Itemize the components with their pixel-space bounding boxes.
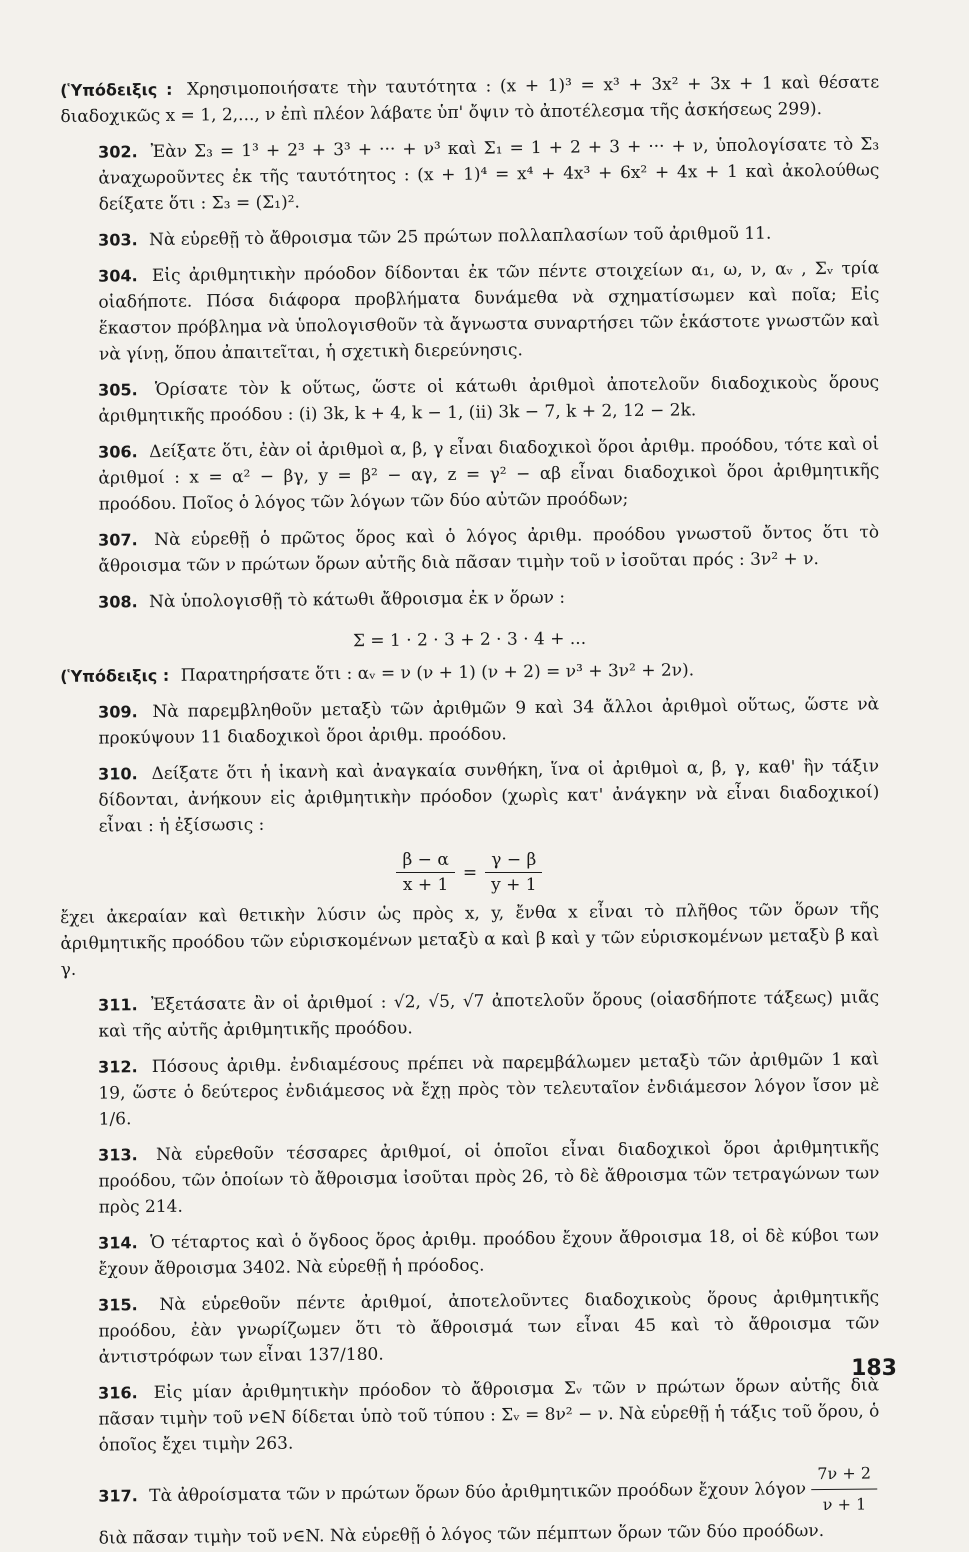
right-fraction — [485, 850, 542, 895]
exercise-303 — [60, 219, 879, 254]
fraction-equation — [60, 850, 879, 895]
right-numerator: γ − β — [485, 850, 542, 873]
exercise-316 — [60, 1372, 880, 1459]
hint-label: (Ὑπόδειξις : — [60, 665, 170, 686]
exercise-text: Νὰ ὑπολογισθῇ τὸ κάτωθι ἄθροισμα ἐκ ν ὅρων : — [148, 587, 566, 613]
exercise-text: Δείξατε ὅτι ἡ ἱκανὴ καὶ ἀναγκαία συνθήκη, ἵνα οἱ ἀριθμοὶ α, β, γ, καθ' ἣν τάξιν δίδονται, ἀνήκουν εἰς ἀριθμητικὴν πρόοδον (χωρὶς κατ' ἀνάγκην νὰ εἶναι διαδοχικοί) εἶναι : ἡ ἐξίσωσις : — [98, 756, 880, 837]
ratio-numerator: 7ν + 2 — [811, 1460, 877, 1490]
exercise-text-continued: διὰ πᾶσαν τιμὴν τοῦ ν∈N. Νὰ εὑρεθῇ ὁ λόγος τῶν πέμπτων ὅρων τῶν δύο προόδων. — [98, 1521, 825, 1549]
exercise-313 — [60, 1134, 880, 1221]
exercise-number: 315. — [98, 1295, 138, 1315]
exercise-306 — [60, 431, 880, 518]
exercise-text: Νὰ παρεμβληθοῦν μεταξὺ τῶν ἀριθμῶν 9 καὶ 34 ἄλλοι ἀριθμοὶ οὕτως, ὥστε νὰ προκύψουν 11 διαδοχικοὶ ὅροι ἀριθμ. προόδου. — [98, 694, 880, 749]
equals-sign: = — [462, 862, 478, 883]
exercise-text: Νὰ εὑρεθῇ τὸ ἄθροισμα τῶν 25 πρώτων πολλαπλασίων τοῦ ἀριθμοῦ 11. — [148, 223, 772, 251]
page-number: 183 — [851, 1356, 897, 1381]
exercise-307 — [60, 519, 879, 580]
exercise-305 — [60, 369, 879, 430]
exercise-315 — [60, 1284, 880, 1371]
ratio-fraction — [811, 1460, 877, 1518]
exercise-number: 314. — [98, 1233, 138, 1253]
exercise-314 — [60, 1222, 879, 1283]
exercise-number: 308. — [98, 592, 138, 612]
hint-308 — [60, 655, 879, 690]
exercise-text: Νὰ εὑρεθοῦν πέντε ἀριθμοί, ἀποτελοῦντες διαδοχικοὺς ὅρους ἀριθμητικῆς προόδου, ἐὰν γνωρίζωμεν ὅτι τὸ ἄθροισμά των εἶναι 45 καὶ τὸ ἄθροισμα τῶν ἀντιστρόφων των εἶναι 137/180. — [98, 1287, 880, 1368]
exercise-number: 316. — [98, 1383, 138, 1403]
right-denominator: y + 1 — [491, 875, 537, 895]
exercise-304 — [60, 255, 880, 368]
exercise-text: Εἰς μίαν ἀριθμητικὴν πρόοδον τὸ ἄθροισμα Σᵥ τῶν ν πρώτων ὅρων αὐτῆς διὰ πᾶσαν τιμὴν τοῦ ν∈N δίδεται ὑπὸ τοῦ τύπου : Σᵥ = 8ν² − ν. Νὰ εὑρεθῇ ἡ τάξις τοῦ ὅρου, ὁ ὁποῖος ἔχει τιμὴν 263. — [98, 1375, 880, 1456]
exercise-number: 304. — [98, 266, 138, 286]
exercise-312 — [60, 1046, 880, 1133]
exercise-309 — [60, 691, 879, 752]
exercise-text: Πόσους ἀριθμ. ἐνδιαμέσους πρέπει νὰ παρεμβάλωμεν μεταξὺ τῶν ἀριθμῶν 1 καὶ 19, ὥστε ὁ δεύτερος ἐνδιάμεσος νὰ ἔχῃ πρὸς τὸν τελευταῖον ἐνδιάμεσον λόγον ἴσον μὲ 1/6. — [98, 1049, 880, 1130]
exercise-text: Δείξατε ὅτι, ἐὰν οἱ ἀριθμοὶ α, β, γ εἶναι διαδοχικοὶ ὅροι ἀριθμ. προόδου, τότε καὶ οἱ ἀριθμοί : x = α² − βγ, y = β² − αγ, z = γ² − αβ εἶναι διαδοχικοὶ ὅροι ἀριθμητικῆς προόδου. Ποῖος ὁ λόγος τῶν λόγων τῶν δύο αὐτῶν προόδων; — [98, 434, 880, 515]
exercise-308 — [60, 581, 879, 616]
exercise-317 — [60, 1460, 880, 1552]
exercise-text: Νὰ εὑρεθοῦν τέσσαρες ἀριθμοί, οἱ ὁποῖοι εἶναι διαδοχικοὶ ὅροι ἀριθμητικῆς προόδου, τῶν ὁποίων τὸ ἄθροισμα ἰσοῦται πρὸς 26, τὸ δὲ ἄθροισμα τῶν τετραγώνων των πρὸς 214. — [98, 1137, 880, 1218]
ratio-denominator: ν + 1 — [822, 1494, 867, 1515]
exercise-text: Ἐξετάσατε ἂν οἱ ἀριθμοί : √2, √5, √7 ἀποτελοῦν ὅρους (οἱασδήποτε τάξεως) μιᾶς καὶ τῆς αὐτῆς ἀριθμητικῆς προόδου. — [98, 987, 880, 1042]
exercise-text: Ἐὰν Σ₃ = 1³ + 2³ + 3³ + ··· + ν³ καὶ Σ₁ = 1 + 2 + 3 + ··· + ν, ὑπολογίσατε τὸ Σ₃ ἀναχωροῦντες ἐκ τῆς ταυτότητος : (x + 1)⁴ = x⁴ + 4x³ + 6x² + 4x + 1 καὶ ἀκολούθως δείξατε ὅτι : Σ₃ = (Σ₁)². — [98, 134, 880, 215]
exercise-number: 311. — [98, 995, 138, 1015]
exercise-310 — [60, 753, 880, 840]
exercise-number: 310. — [98, 764, 138, 784]
hint-text: Παρατηρήσατε ὅτι : αᵥ = ν (ν + 1) (ν + 2) = ν³ + 3ν² + 2ν). — [180, 660, 695, 686]
exercise-text: Ὁρίσατε τὸν k οὕτως, ὥστε οἱ κάτωθι ἀριθμοὶ ἀποτελοῦν διαδοχικοὺς ὅρους ἀριθμητικῆς προόδου : (i) 3k, k + 4, k − 1, (ii) 3k − 7, k + 2, 12 − 2k. — [98, 372, 880, 427]
left-denominator: x + 1 — [402, 875, 449, 895]
hint-text: Χρησιμοποιήσατε τὴν ταυτότητα : (x + 1)³ = x³ + 3x² + 3x + 1 καὶ θέσατε διαδοχικῶς x = 1, 2,..., ν ἐπὶ πλέον λάβατε ὑπ' ὄψιν τὸ ἀποτέλεσμα τῆς ἀσκήσεως 299). — [60, 72, 880, 127]
exercise-text: Εἰς ἀριθμητικὴν πρόοδον δίδονται ἐκ τῶν πέντε στοιχείων α₁, ω, ν, αᵥ , Σᵥ τρία οἱαδήποτε. Πόσα διάφορα προβλήματα δυνάμεθα νὰ σχηματίσωμεν καὶ ποῖα; Εἰς ἕκαστον πρόβλημα νὰ ὑπολογισθοῦν τὰ ἄγνωστα συναρτήσει τῶν ἑκάστοτε γνωστῶν καὶ νὰ γίνῃ, ὅπου ἀπαιτεῖται, ἡ σχετικὴ διερεύνησις. — [98, 258, 880, 365]
exercise-text: Νὰ εὑρεθῇ ὁ πρῶτος ὅρος καὶ ὁ λόγος ἀριθμ. προόδου γνωστοῦ ὄντος ὅτι τὸ ἄθροισμα τῶν ν πρώτων ὅρων αὐτῆς διὰ πᾶσαν τιμὴν τοῦ ν ἰσοῦται πρός : 3ν² + ν. — [98, 522, 880, 577]
exercise-number: 305. — [98, 380, 138, 400]
exercise-text: ἔχει ἀκεραίαν καὶ θετικὴν λύσιν ὡς πρὸς x, y, ἔνθα x εἶναι τὸ πλῆθος τῶν ὅρων τῆς ἀριθμητικῆς προόδου τῶν εὑρισκομένων μεταξὺ α καὶ β καὶ y τῶν εὑρισκομένων μεταξὺ β καὶ γ. — [60, 899, 880, 980]
exercise-number: 313. — [98, 1145, 138, 1165]
exercise-number: 303. — [98, 230, 138, 250]
exercise-302 — [60, 131, 880, 218]
exercise-text: Τὰ ἀθροίσματα τῶν ν πρώτων ὅρων δύο ἀριθμητικῶν προόδων ἔχουν λόγον — [149, 1479, 807, 1507]
hint-299 — [60, 69, 879, 130]
exercise-number: 317. — [98, 1486, 138, 1506]
exercise-text: Ὁ τέταρτος καὶ ὁ ὄγδοος ὅρος ἀριθμ. προόδου ἔχουν ἄθροισμα 18, οἱ δὲ κύβοι των ἔχουν ἄθροισμα 3402. Νὰ εὑρεθῇ ἡ πρόοδος. — [98, 1225, 880, 1280]
left-fraction — [396, 850, 454, 895]
hint-label: (Ὑπόδειξις : — [60, 79, 173, 100]
sum-formula: Σ = 1 · 2 · 3 + 2 · 3 · 4 + ... — [352, 628, 587, 652]
exercise-number: 302. — [98, 142, 138, 162]
exercise-number: 309. — [98, 702, 138, 722]
exercise-number: 312. — [98, 1057, 138, 1077]
exercise-number: 307. — [98, 530, 138, 550]
exercise-311 — [60, 984, 879, 1045]
exercise-number: 306. — [98, 442, 138, 462]
exercise-310-continued — [60, 896, 880, 983]
left-numerator: β − α — [396, 850, 454, 873]
